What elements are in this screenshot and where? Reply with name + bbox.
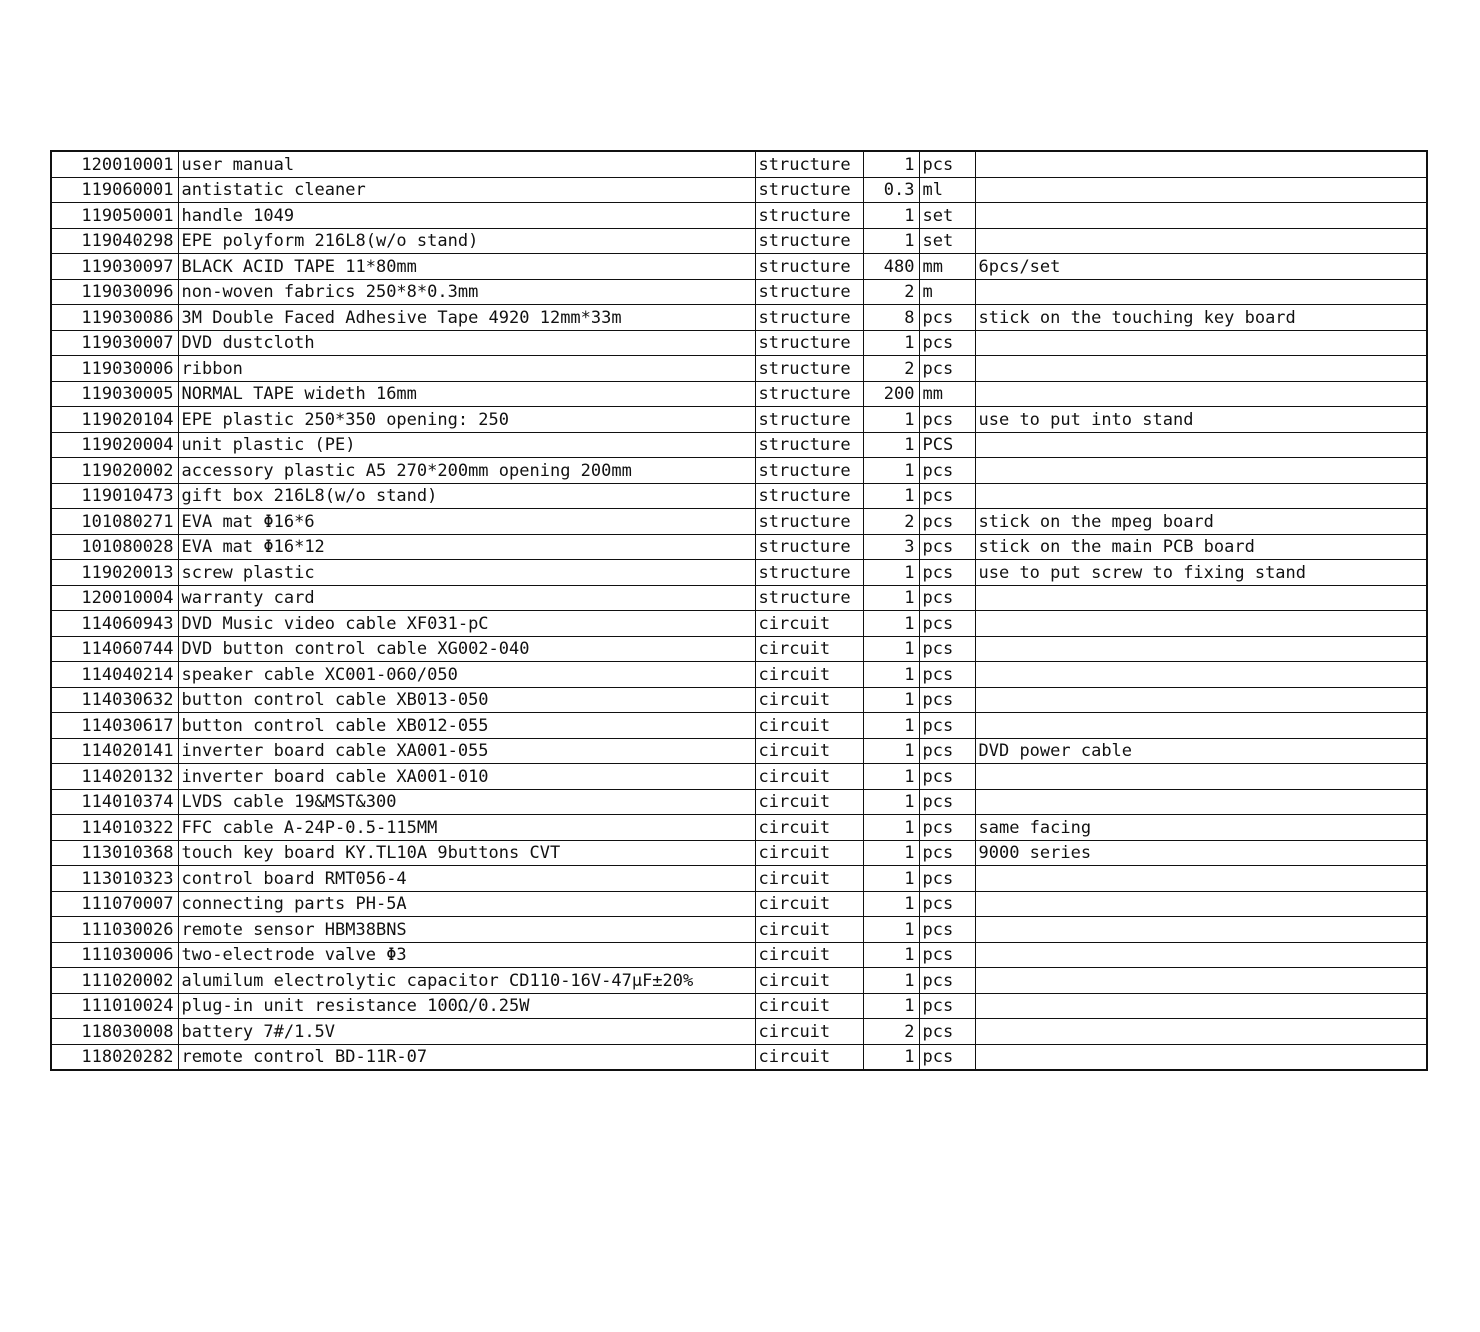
part-description-cell: user manual <box>178 151 755 177</box>
part-description-cell: antistatic cleaner <box>178 177 755 203</box>
part-description-cell: EPE polyform 216L8(w/o stand) <box>178 228 755 254</box>
unit-cell: pcs <box>919 968 975 994</box>
quantity-cell: 1 <box>863 764 919 790</box>
remark-cell <box>975 764 1427 790</box>
unit-cell: pcs <box>919 866 975 892</box>
unit-cell: ml <box>919 177 975 203</box>
unit-cell: pcs <box>919 789 975 815</box>
category-cell: circuit <box>755 815 863 841</box>
table-row <box>51 738 1427 764</box>
category-cell: structure <box>755 534 863 560</box>
bom-sheet <box>50 150 1426 1071</box>
part-code-cell: 114060943 <box>51 611 178 637</box>
part-code-cell: 118020282 <box>51 1044 178 1070</box>
part-description-cell: non-woven fabrics 250*8*0.3mm <box>178 279 755 305</box>
remark-cell <box>975 968 1427 994</box>
part-description-cell: warranty card <box>178 585 755 611</box>
category-cell: circuit <box>755 738 863 764</box>
part-code-cell: 111020002 <box>51 968 178 994</box>
table-row <box>51 483 1427 509</box>
table-row <box>51 458 1427 484</box>
part-code-cell: 119010473 <box>51 483 178 509</box>
category-cell: circuit <box>755 942 863 968</box>
remark-cell <box>975 789 1427 815</box>
remark-cell <box>975 151 1427 177</box>
quantity-cell: 1 <box>863 891 919 917</box>
part-code-cell: 111030026 <box>51 917 178 943</box>
part-description-cell: two-electrode valve Φ3 <box>178 942 755 968</box>
remark-cell <box>975 611 1427 637</box>
remark-cell <box>975 483 1427 509</box>
remark-cell <box>975 636 1427 662</box>
remark-cell <box>975 687 1427 713</box>
unit-cell: pcs <box>919 891 975 917</box>
part-description-cell: alumilum electrolytic capacitor CD110-16V-47μF±20% <box>178 968 755 994</box>
unit-cell: pcs <box>919 1044 975 1070</box>
quantity-cell: 1 <box>863 840 919 866</box>
unit-cell: pcs <box>919 687 975 713</box>
part-code-cell: 101080271 <box>51 509 178 535</box>
part-code-cell: 119030097 <box>51 254 178 280</box>
unit-cell: pcs <box>919 840 975 866</box>
part-description-cell: EPE plastic 250*350 opening: 250 <box>178 407 755 433</box>
table-row <box>51 509 1427 535</box>
part-description-cell: ribbon <box>178 356 755 382</box>
part-code-cell: 120010001 <box>51 151 178 177</box>
table-row <box>51 789 1427 815</box>
quantity-cell: 2 <box>863 356 919 382</box>
category-cell: structure <box>755 509 863 535</box>
part-description-cell: inverter board cable XA001-055 <box>178 738 755 764</box>
category-cell: structure <box>755 585 863 611</box>
part-code-cell: 111070007 <box>51 891 178 917</box>
part-code-cell: 114010374 <box>51 789 178 815</box>
table-row <box>51 968 1427 994</box>
quantity-cell: 1 <box>863 483 919 509</box>
quantity-cell: 1 <box>863 458 919 484</box>
quantity-cell: 1 <box>863 407 919 433</box>
part-description-cell: button control cable XB013-050 <box>178 687 755 713</box>
quantity-cell: 1 <box>863 560 919 586</box>
unit-cell: pcs <box>919 636 975 662</box>
table-row <box>51 560 1427 586</box>
part-code-cell: 118030008 <box>51 1019 178 1045</box>
table-row <box>51 891 1427 917</box>
unit-cell: pcs <box>919 330 975 356</box>
unit-cell: pcs <box>919 534 975 560</box>
remark-cell <box>975 942 1427 968</box>
remark-cell: same facing <box>975 815 1427 841</box>
unit-cell: pcs <box>919 151 975 177</box>
quantity-cell: 1 <box>863 917 919 943</box>
unit-cell: pcs <box>919 458 975 484</box>
part-description-cell: EVA mat Φ16*6 <box>178 509 755 535</box>
part-description-cell: accessory plastic A5 270*200mm opening 200mm <box>178 458 755 484</box>
part-code-cell: 119050001 <box>51 203 178 229</box>
unit-cell: pcs <box>919 917 975 943</box>
unit-cell: pcs <box>919 483 975 509</box>
category-cell: circuit <box>755 891 863 917</box>
table-row <box>51 993 1427 1019</box>
category-cell: circuit <box>755 968 863 994</box>
remark-cell <box>975 993 1427 1019</box>
remark-cell <box>975 917 1427 943</box>
part-code-cell: 119020002 <box>51 458 178 484</box>
quantity-cell: 1 <box>863 611 919 637</box>
part-description-cell: DVD Music video cable XF031-pC <box>178 611 755 637</box>
part-code-cell: 113010368 <box>51 840 178 866</box>
category-cell: structure <box>755 356 863 382</box>
category-cell: circuit <box>755 713 863 739</box>
part-code-cell: 119020104 <box>51 407 178 433</box>
part-code-cell: 114030617 <box>51 713 178 739</box>
quantity-cell: 1 <box>863 968 919 994</box>
part-code-cell: 111010024 <box>51 993 178 1019</box>
quantity-cell: 2 <box>863 279 919 305</box>
quantity-cell: 200 <box>863 381 919 407</box>
table-row <box>51 356 1427 382</box>
part-code-cell: 114020141 <box>51 738 178 764</box>
table-row <box>51 407 1427 433</box>
remark-cell <box>975 203 1427 229</box>
quantity-cell: 1 <box>863 585 919 611</box>
table-row <box>51 1044 1427 1070</box>
remark-cell <box>975 330 1427 356</box>
category-cell: structure <box>755 330 863 356</box>
part-code-cell: 114040214 <box>51 662 178 688</box>
remark-cell <box>975 381 1427 407</box>
quantity-cell: 0.3 <box>863 177 919 203</box>
part-code-cell: 114010322 <box>51 815 178 841</box>
part-code-cell: 119030086 <box>51 305 178 331</box>
table-row <box>51 151 1427 177</box>
part-description-cell: handle 1049 <box>178 203 755 229</box>
table-row <box>51 917 1427 943</box>
part-description-cell: NORMAL TAPE wideth 16mm <box>178 381 755 407</box>
unit-cell: pcs <box>919 560 975 586</box>
part-description-cell: inverter board cable XA001-010 <box>178 764 755 790</box>
category-cell: structure <box>755 458 863 484</box>
table-row <box>51 687 1427 713</box>
unit-cell: pcs <box>919 738 975 764</box>
unit-cell: pcs <box>919 764 975 790</box>
unit-cell: set <box>919 203 975 229</box>
part-code-cell: 101080028 <box>51 534 178 560</box>
quantity-cell: 1 <box>863 789 919 815</box>
unit-cell: pcs <box>919 662 975 688</box>
unit-cell: set <box>919 228 975 254</box>
table-row <box>51 764 1427 790</box>
bom-table <box>50 150 1428 1071</box>
part-description-cell: DVD button control cable XG002-040 <box>178 636 755 662</box>
remark-cell: stick on the touching key board <box>975 305 1427 331</box>
category-cell: structure <box>755 151 863 177</box>
quantity-cell: 1 <box>863 993 919 1019</box>
part-code-cell: 119040298 <box>51 228 178 254</box>
remark-cell <box>975 866 1427 892</box>
part-code-cell: 114030632 <box>51 687 178 713</box>
part-description-cell: EVA mat Φ16*12 <box>178 534 755 560</box>
remark-cell <box>975 432 1427 458</box>
remark-cell <box>975 662 1427 688</box>
category-cell: structure <box>755 560 863 586</box>
remark-cell: stick on the main PCB board <box>975 534 1427 560</box>
unit-cell: pcs <box>919 407 975 433</box>
quantity-cell: 1 <box>863 866 919 892</box>
table-row <box>51 381 1427 407</box>
part-description-cell: DVD dustcloth <box>178 330 755 356</box>
remark-cell: 9000 series <box>975 840 1427 866</box>
part-code-cell: 113010323 <box>51 866 178 892</box>
quantity-cell: 1 <box>863 151 919 177</box>
quantity-cell: 8 <box>863 305 919 331</box>
category-cell: circuit <box>755 636 863 662</box>
category-cell: structure <box>755 483 863 509</box>
table-row <box>51 815 1427 841</box>
remark-cell <box>975 279 1427 305</box>
part-code-cell: 119060001 <box>51 177 178 203</box>
category-cell: structure <box>755 228 863 254</box>
unit-cell: pcs <box>919 509 975 535</box>
quantity-cell: 1 <box>863 330 919 356</box>
table-row <box>51 177 1427 203</box>
part-description-cell: control board RMT056-4 <box>178 866 755 892</box>
category-cell: circuit <box>755 611 863 637</box>
category-cell: circuit <box>755 866 863 892</box>
part-code-cell: 119030007 <box>51 330 178 356</box>
category-cell: circuit <box>755 687 863 713</box>
quantity-cell: 1 <box>863 1044 919 1070</box>
quantity-cell: 1 <box>863 432 919 458</box>
remark-cell: 6pcs/set <box>975 254 1427 280</box>
unit-cell: pcs <box>919 815 975 841</box>
unit-cell: mm <box>919 381 975 407</box>
unit-cell: pcs <box>919 993 975 1019</box>
quantity-cell: 1 <box>863 713 919 739</box>
quantity-cell: 1 <box>863 662 919 688</box>
part-code-cell: 119030005 <box>51 381 178 407</box>
part-description-cell: gift box 216L8(w/o stand) <box>178 483 755 509</box>
remark-cell: use to put screw to fixing stand <box>975 560 1427 586</box>
remark-cell <box>975 713 1427 739</box>
part-code-cell: 111030006 <box>51 942 178 968</box>
category-cell: circuit <box>755 764 863 790</box>
quantity-cell: 1 <box>863 203 919 229</box>
part-description-cell: touch key board KY.TL10A 9buttons CVT <box>178 840 755 866</box>
part-description-cell: connecting parts PH-5A <box>178 891 755 917</box>
unit-cell: PCS <box>919 432 975 458</box>
quantity-cell: 1 <box>863 942 919 968</box>
remark-cell: stick on the mpeg board <box>975 509 1427 535</box>
category-cell: circuit <box>755 662 863 688</box>
table-row <box>51 840 1427 866</box>
part-description-cell: button control cable XB012-055 <box>178 713 755 739</box>
category-cell: structure <box>755 254 863 280</box>
quantity-cell: 3 <box>863 534 919 560</box>
table-row <box>51 254 1427 280</box>
remark-cell <box>975 228 1427 254</box>
table-row <box>51 942 1427 968</box>
quantity-cell: 480 <box>863 254 919 280</box>
part-description-cell: LVDS cable 19&MST&300 <box>178 789 755 815</box>
category-cell: circuit <box>755 1044 863 1070</box>
part-description-cell: 3M Double Faced Adhesive Tape 4920 12mm*33m <box>178 305 755 331</box>
remark-cell <box>975 891 1427 917</box>
unit-cell: m <box>919 279 975 305</box>
bom-table-body <box>51 151 1427 1070</box>
table-row <box>51 662 1427 688</box>
table-row <box>51 305 1427 331</box>
part-description-cell: unit plastic (PE) <box>178 432 755 458</box>
table-row <box>51 713 1427 739</box>
part-description-cell: BLACK ACID TAPE 11*80mm <box>178 254 755 280</box>
part-description-cell: remote sensor HBM38BNS <box>178 917 755 943</box>
unit-cell: pcs <box>919 1019 975 1045</box>
part-description-cell: plug-in unit resistance 100Ω/0.25W <box>178 993 755 1019</box>
unit-cell: pcs <box>919 942 975 968</box>
category-cell: structure <box>755 432 863 458</box>
quantity-cell: 1 <box>863 228 919 254</box>
category-cell: structure <box>755 381 863 407</box>
table-row <box>51 432 1427 458</box>
category-cell: structure <box>755 407 863 433</box>
remark-cell <box>975 1044 1427 1070</box>
category-cell: circuit <box>755 1019 863 1045</box>
quantity-cell: 1 <box>863 687 919 713</box>
remark-cell <box>975 458 1427 484</box>
table-row <box>51 330 1427 356</box>
part-description-cell: FFC cable A-24P-0.5-115MM <box>178 815 755 841</box>
category-cell: structure <box>755 305 863 331</box>
quantity-cell: 1 <box>863 815 919 841</box>
part-code-cell: 120010004 <box>51 585 178 611</box>
quantity-cell: 2 <box>863 1019 919 1045</box>
unit-cell: pcs <box>919 611 975 637</box>
table-row <box>51 585 1427 611</box>
remark-cell: DVD power cable <box>975 738 1427 764</box>
unit-cell: mm <box>919 254 975 280</box>
unit-cell: pcs <box>919 356 975 382</box>
table-row <box>51 636 1427 662</box>
remark-cell <box>975 1019 1427 1045</box>
remark-cell: use to put into stand <box>975 407 1427 433</box>
part-description-cell: speaker cable XC001-060/050 <box>178 662 755 688</box>
table-row <box>51 611 1427 637</box>
category-cell: structure <box>755 177 863 203</box>
part-description-cell: remote control BD-11R-07 <box>178 1044 755 1070</box>
unit-cell: pcs <box>919 585 975 611</box>
category-cell: structure <box>755 279 863 305</box>
category-cell: circuit <box>755 917 863 943</box>
category-cell: circuit <box>755 993 863 1019</box>
part-description-cell: screw plastic <box>178 560 755 586</box>
part-description-cell: battery 7#/1.5V <box>178 1019 755 1045</box>
table-row <box>51 203 1427 229</box>
category-cell: circuit <box>755 789 863 815</box>
table-row <box>51 1019 1427 1045</box>
remark-cell <box>975 585 1427 611</box>
remark-cell <box>975 177 1427 203</box>
table-row <box>51 228 1427 254</box>
remark-cell <box>975 356 1427 382</box>
category-cell: structure <box>755 203 863 229</box>
table-row <box>51 866 1427 892</box>
part-code-cell: 119030096 <box>51 279 178 305</box>
part-code-cell: 119020004 <box>51 432 178 458</box>
part-code-cell: 119030006 <box>51 356 178 382</box>
part-code-cell: 119020013 <box>51 560 178 586</box>
quantity-cell: 1 <box>863 738 919 764</box>
table-row <box>51 279 1427 305</box>
category-cell: circuit <box>755 840 863 866</box>
part-code-cell: 114020132 <box>51 764 178 790</box>
unit-cell: pcs <box>919 713 975 739</box>
unit-cell: pcs <box>919 305 975 331</box>
part-code-cell: 114060744 <box>51 636 178 662</box>
quantity-cell: 1 <box>863 636 919 662</box>
table-row <box>51 534 1427 560</box>
quantity-cell: 2 <box>863 509 919 535</box>
